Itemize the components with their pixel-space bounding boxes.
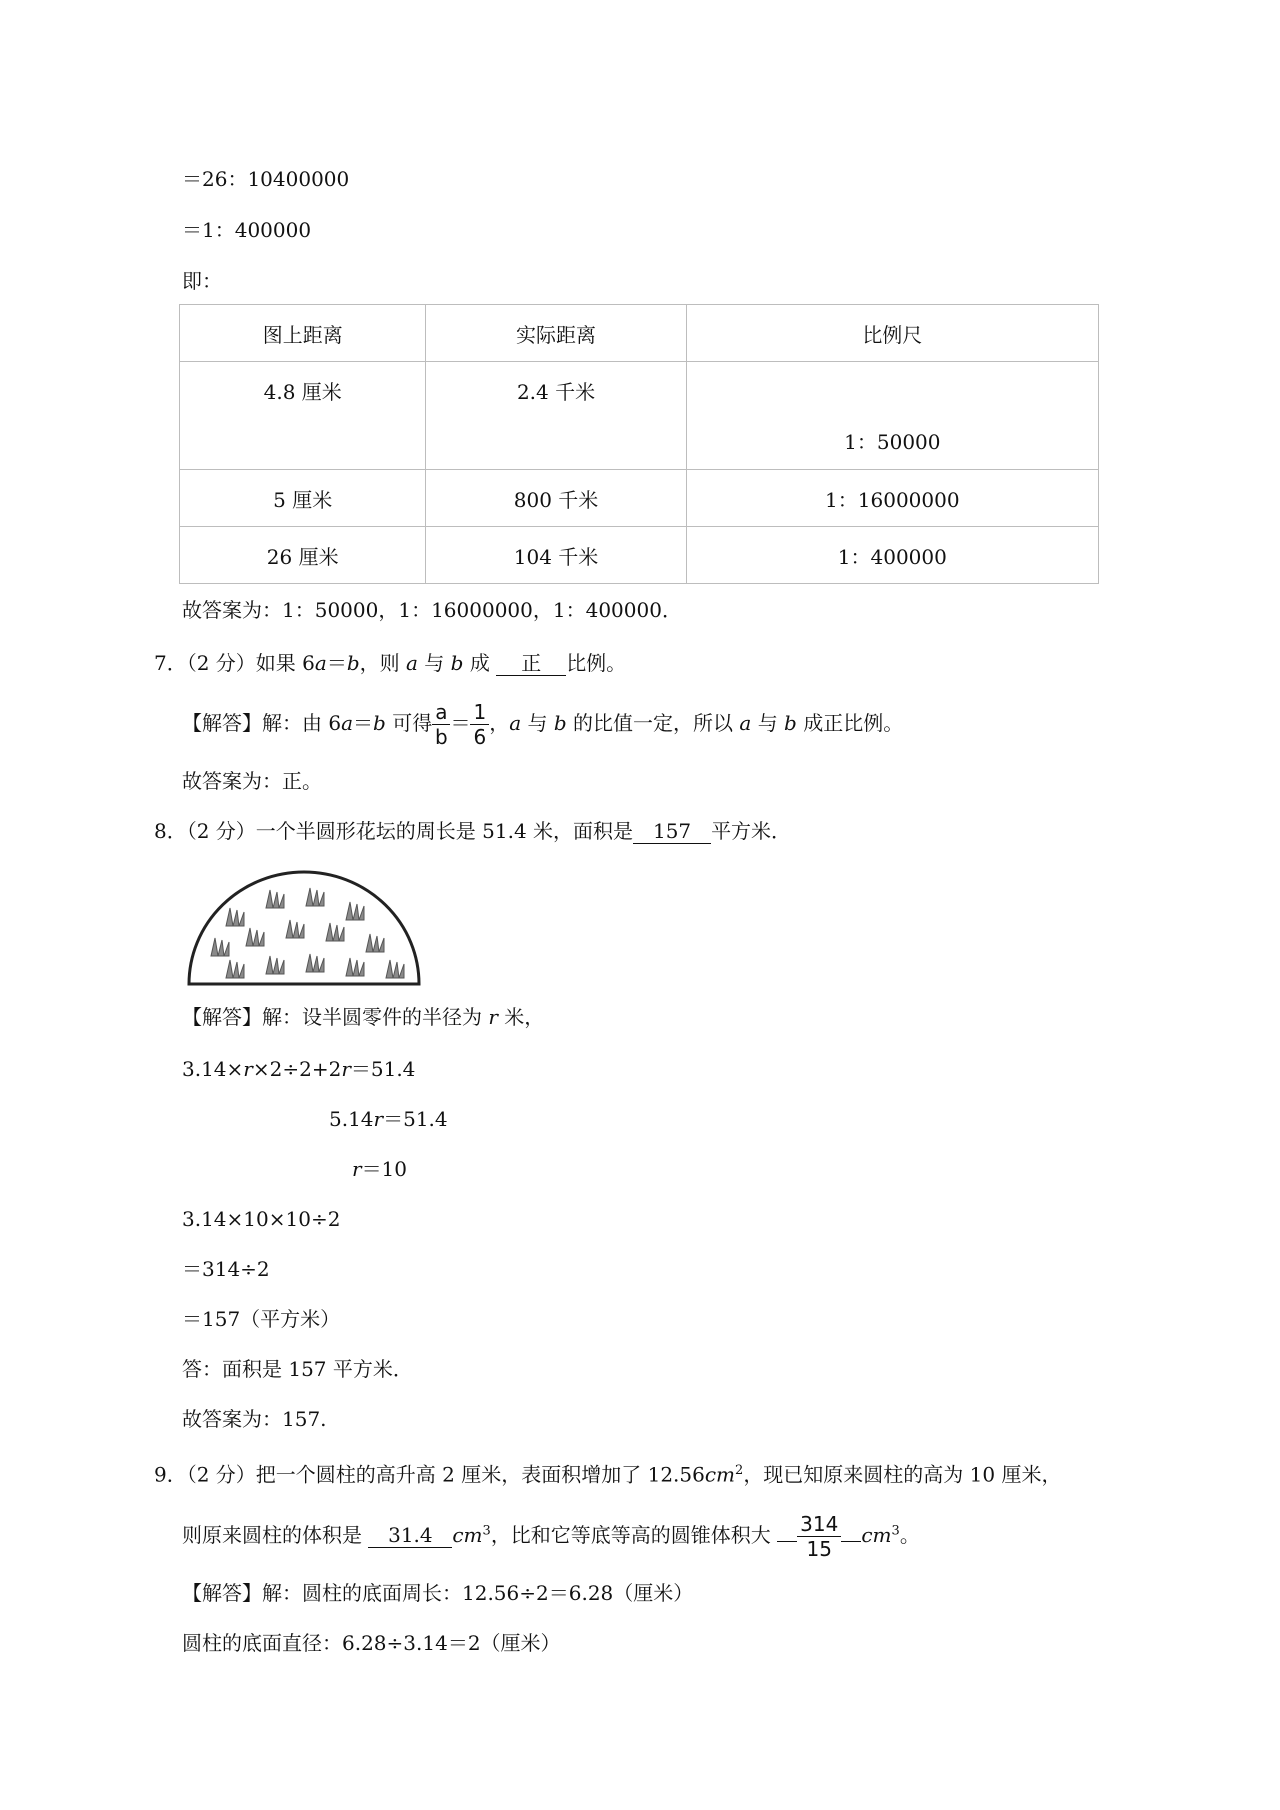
semicircle-flowerbed-image xyxy=(186,868,422,986)
table-cell: 2.4 千米 xyxy=(426,362,686,470)
solution-9-line-1: 【解答】解：圆柱的底面周长：12.56÷2＝6.28（厘米） xyxy=(182,1581,694,1605)
ratio-table xyxy=(179,304,1099,584)
calc-8-1: 3.14×r×2÷2+2r＝51.4 xyxy=(182,1057,416,1081)
answer-blank: 31.4 xyxy=(368,1523,452,1548)
table-cell: 1：50000 xyxy=(686,362,1098,470)
calc-8-2: 5.14r＝51.4 xyxy=(329,1107,448,1131)
table-header: 比例尺 xyxy=(686,305,1098,362)
calc-8-5: ＝314÷2 xyxy=(182,1257,270,1281)
question-9-line-1: 9．（2 分）把一个圆柱的高升高 2 厘米，表面积增加了 $12.56cm^2$，现已知原来圆柱的高为 10 厘米， xyxy=(154,1462,1062,1487)
table-cell: 5 厘米 xyxy=(180,470,426,527)
blank-underline xyxy=(841,1541,861,1542)
answer-q7: 故答案为：正。 xyxy=(182,769,322,793)
question-7: 7．（2 分）如果 6a＝b，则 a 与 b 成 正 比例。 xyxy=(154,651,627,675)
fraction-1-over-6: $\frac{1}{6}$ xyxy=(470,700,489,749)
fraction-a-over-b: $\frac{a}{b}$ xyxy=(432,700,450,749)
blank-underline xyxy=(777,1541,797,1542)
table-header-row xyxy=(180,305,1099,362)
table-row xyxy=(180,527,1099,584)
answer-blank: 正 xyxy=(496,651,566,676)
table-cell: 26 厘米 xyxy=(180,527,426,584)
answer-q6: 故答案为：1：50000，1：16000000，1：400000． xyxy=(182,598,682,622)
table-row xyxy=(180,362,1099,470)
calc-line-1: ＝26：10400000 xyxy=(182,167,350,191)
calc-8-6: ＝157（平方米） xyxy=(182,1307,341,1331)
calc-8-3: r＝10 xyxy=(352,1157,408,1181)
answer-blank: 157 xyxy=(633,819,711,844)
answer-q8: 故答案为：157. xyxy=(182,1407,327,1431)
calc-line-3: 即： xyxy=(182,269,222,293)
table-header: 图上距离 xyxy=(180,305,426,362)
table-cell: 4.8 厘米 xyxy=(180,362,426,470)
table-cell: 800 千米 xyxy=(426,470,686,527)
table-cell: 1：400000 xyxy=(686,527,1098,584)
table-cell: 104 千米 xyxy=(426,527,686,584)
calc-8-7: 答：面积是 157 平方米． xyxy=(182,1357,413,1381)
fraction-314-over-15: $\frac{314}{15}$ xyxy=(797,1512,841,1561)
solution-7: 【解答】解：由 6a＝b 可得 $\frac{a}{b}$ ＝ $\frac{1}{6}$ ，a 与 b 的比值一定，所以 a 与 b 成正比例。 xyxy=(182,700,904,749)
solution-8: 【解答】解：设半圆零件的半径为 r 米， xyxy=(182,1005,545,1029)
question-8: 8．（2 分）一个半圆形花坛的周长是 51.4 米，面积是 157 平方米． xyxy=(154,819,792,843)
calc-line-2: ＝1：400000 xyxy=(182,218,312,242)
solution-9-line-2: 圆柱的底面直径：6.28÷3.14＝2（厘米） xyxy=(182,1631,561,1655)
table-header: 实际距离 xyxy=(426,305,686,362)
table-cell: 1：16000000 xyxy=(686,470,1098,527)
table-row xyxy=(180,470,1099,527)
question-9-line-2: 则原来圆柱的体积是 31.4 $cm^3$，比和它等底等高的圆锥体积大 $\frac{314}{15}$ $cm^3$。 xyxy=(182,1512,920,1561)
calc-8-4: 3.14×10×10÷2 xyxy=(182,1207,341,1231)
